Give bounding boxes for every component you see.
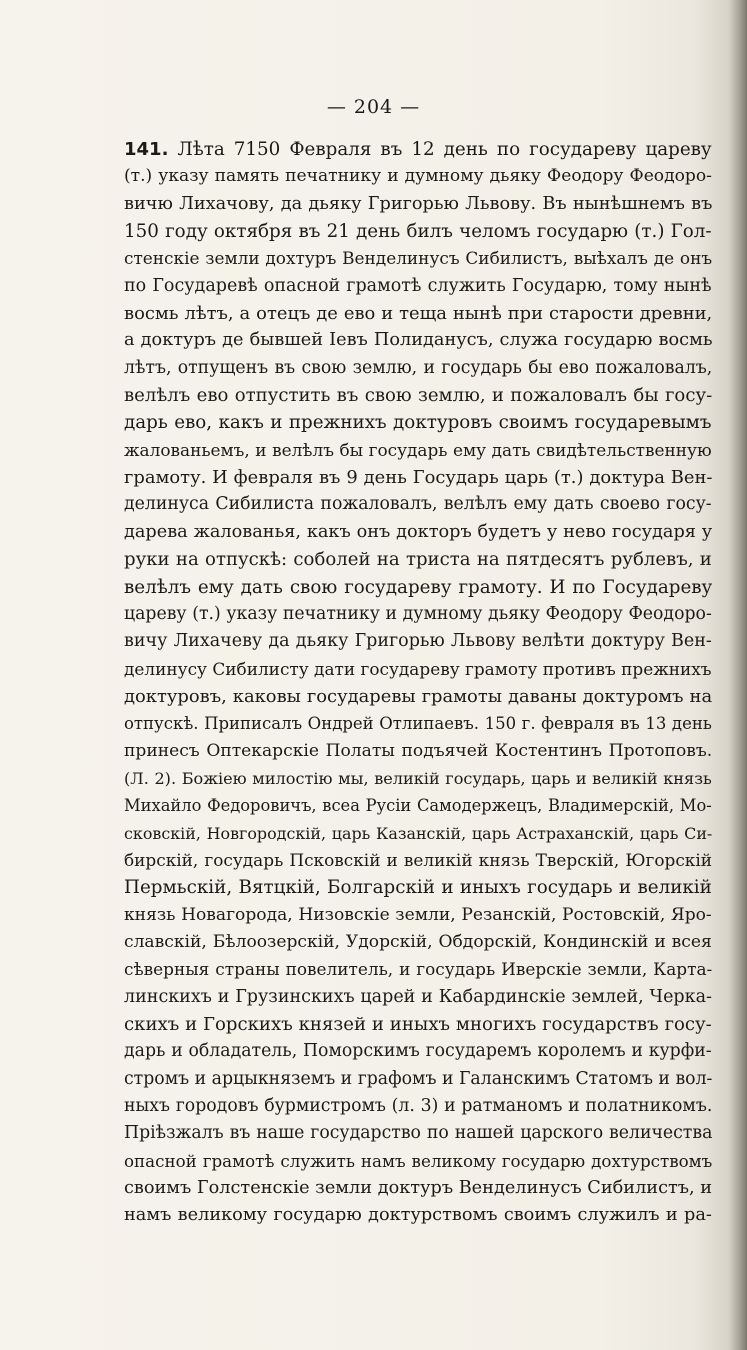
text-line: Пріѣзжалъ въ наше государство по нашей царского величества [124, 1123, 712, 1144]
book-spine-shadow [729, 0, 747, 1350]
text-line: Михайло Федоровичъ, всеа Русіи Самодержецъ, Владимерскій, Мо- [124, 796, 712, 816]
text-line: велѣлъ ево отпустить въ свою землю, и пожаловалъ бы госу- [124, 385, 712, 407]
entry-number: 141. [124, 139, 169, 160]
text-line: вичю Лихачову, да дьяку Григорью Львову. Въ нынѣшнемъ въ [124, 193, 712, 214]
text-line: жалованьемъ, и велѣлъ бы государь ему дать свидѣтельственную [124, 439, 712, 460]
text-line: руки на отпускѣ: соболей на триста на пятдесятъ рублевъ, и [124, 549, 712, 571]
text-line: по Государевѣ опасной грамотѣ служить Государю, тому нынѣ [124, 275, 712, 296]
text-line: сковскій, Новгородскій, царь Казанскій, царь Астраханскій, царь Си- [124, 823, 712, 843]
text-line: (Л. 2). Божіею милостію мы, великій государь, царь и великій князь [124, 768, 712, 788]
entry-141-text [124, 136, 712, 1230]
text-line: (т.) указу память печатнику и думному дьяку Феодору Феодоро- [124, 166, 712, 187]
text-line: Пермьскій, Вятцкій, Болгарскій и иныхъ государь и великій [124, 877, 712, 899]
text-line [124, 136, 712, 163]
text-line: 150 году октября въ 21 день билъ челомъ государю (т.) Гол- [124, 221, 712, 243]
text-line: линскихъ и Грузинскихъ царей и Кабардинскіе землей, Черка- [124, 986, 712, 1007]
text-line: дарь ево, какъ и прежнихъ доктуровъ своимъ государевымъ [124, 412, 712, 434]
text-line: своимъ Голстенскіе земли доктуръ Венделинусъ Сибилистъ, и [124, 1178, 712, 1199]
text-line: бирскій, государь Псковскій и великій князь Тверскій, Югорскій [124, 849, 712, 870]
text-line: славскій, Бѣлоозерскій, Удорскій, Обдорскій, Кондинскій и всея [124, 931, 712, 952]
page-number: — 204 — [326, 96, 421, 118]
text-line: ныхъ городовъ бурмистромъ (л. 3) и ратманомъ и полатникомъ. [124, 1096, 712, 1117]
text-line: велѣлъ ему дать свою государеву грамоту. И по Государеву [124, 576, 712, 598]
text-line: стромъ и арцыкняземъ и графомъ и Галанскимъ Статомъ и вол- [124, 1068, 712, 1089]
text-line: принесъ Оптекарскіе Полаты подъячей Костентинъ Протоповъ. [124, 740, 712, 761]
text-line: отпускѣ. Приписалъ Ондрей Отлипаевъ. 150 г. февраля въ 13 день [124, 714, 712, 734]
text-line: доктуровъ, каковы государевы грамоты даваны доктуромъ на [124, 685, 712, 707]
text-line: сѣверныя страны повелитель, и государь Иверскіе земли, Карта- [124, 959, 712, 980]
text-line: делинуса Сибилиста пожаловалъ, велѣлъ ему дать своево госу- [124, 494, 712, 515]
entry-first-line: Лѣта 7150 Февраля въ 12 день по государеву цареву [168, 139, 712, 160]
text-line: грамоту. И февраля въ 9 день Государь царь (т.) доктура Вен- [124, 467, 712, 489]
text-line: князь Новагорода, Низовскіе земли, Резанскій, Ростовскій, Яро- [124, 904, 712, 925]
text-line: дарь и обладатель, Поморскимъ государемъ королемъ и курфи- [124, 1041, 712, 1062]
text-line: делинусу Сибилисту дати государеву грамоту противъ прежнихъ [124, 658, 712, 679]
text-line: а доктуръ де бывшей Іевъ Полиданусъ, служа государю восмь [124, 330, 712, 351]
text-line: вичу Лихачеву да дьяку Григорью Львову велѣти доктуру Вен- [124, 631, 712, 652]
text-line: стенскіе земли дохтуръ Венделинусъ Сибилистъ, выѣхалъ де онъ [124, 248, 712, 269]
text-line: цареву (т.) указу печатнику и думному дьяку Феодору Феодоро- [124, 603, 712, 624]
text-line: намъ великому государю доктурствомъ своимъ служилъ и ра- [124, 1205, 712, 1226]
text-line: дарева жалованья, какъ онъ докторъ будетъ у нево государя у [124, 521, 712, 542]
text-line: лѣтъ, отпущенъ въ свою землю, и государь бы ево пожаловалъ, [124, 357, 712, 378]
text-line: восмь лѣтъ, а отецъ де ево и теща нынѣ при старости древни, [124, 303, 712, 325]
text-line: опасной грамотѣ служить намъ великому государю дохтурствомъ [124, 1150, 712, 1171]
text-line: скихъ и Горскихъ князей и иныхъ многихъ государствъ госу- [124, 1014, 712, 1035]
